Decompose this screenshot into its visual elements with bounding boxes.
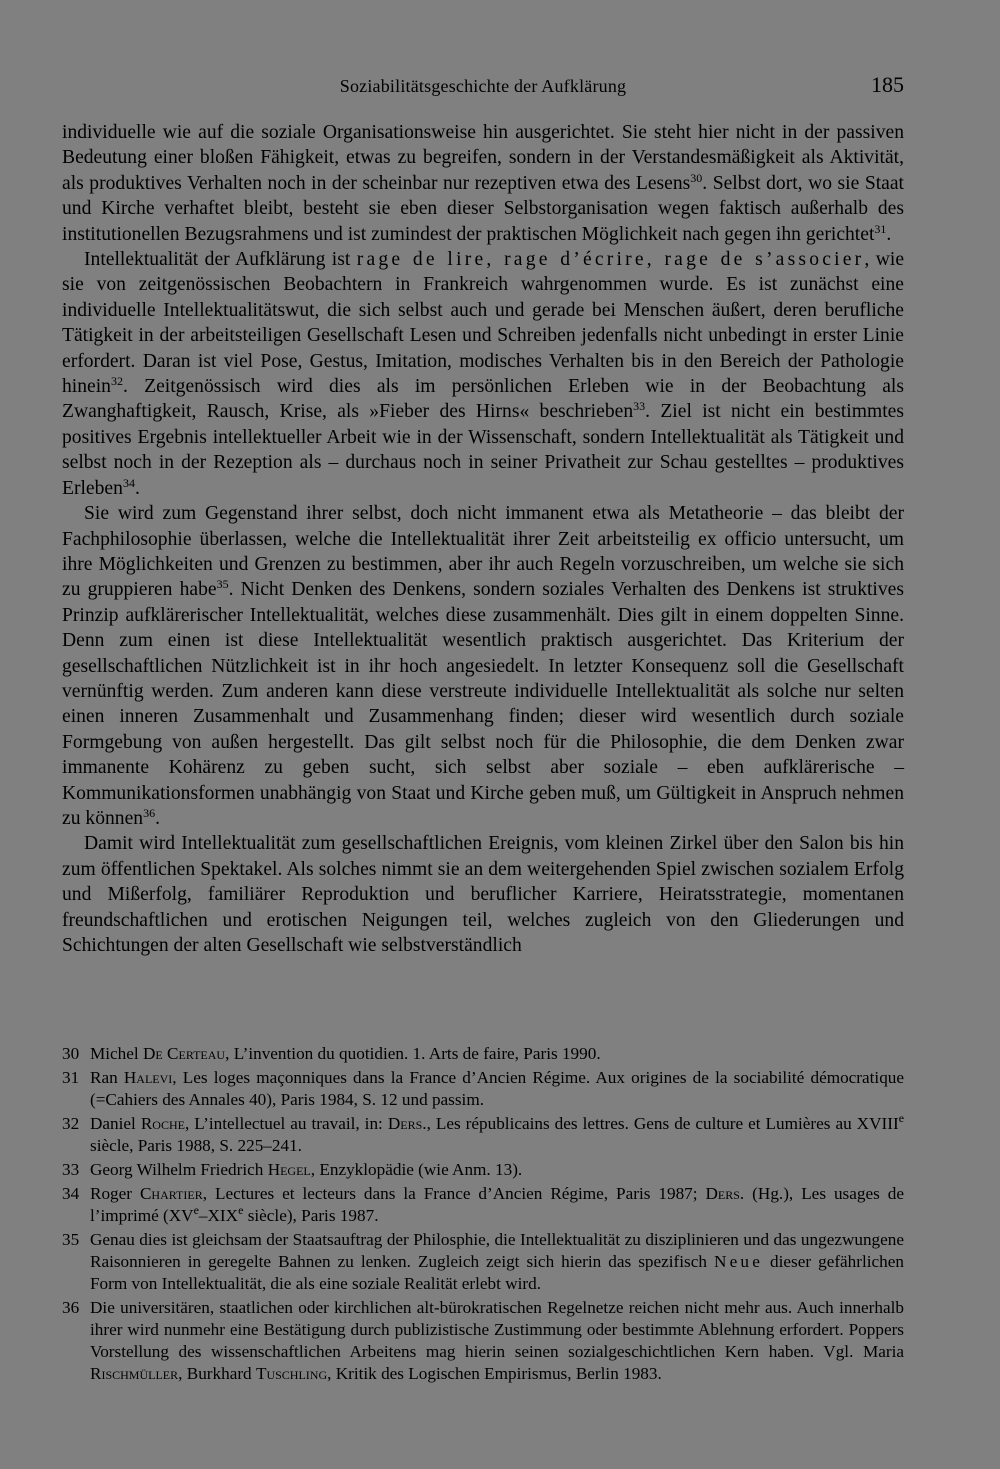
footnote-text — [90, 1230, 904, 1293]
footnote-text — [90, 1160, 522, 1179]
text-run: Damit wird Intellektualität zum gesellschaftlichen Ereignis, vom kleinen Zirkel über den Salon bis hin zum öffentlichen Spektakel. Als solches nimmt sie an dem weitergehenden Spiel zwischen sozialem Erfolg und Mißerfolg, familiärer Reproduktion und beruflicher Karriere, Heiratsstrategie, momentanen freundschaftlichen und erotischen Neigungen teil, welches zugleich von den Gliederungen und Schichtungen der alten Gesellschaft wie selbstverständlich — [62, 833, 904, 956]
footnote-ref: 30 — [690, 170, 703, 185]
text-run: , L’invention du quotidien. 1. Arts de faire, Paris 1990. — [225, 1044, 601, 1063]
footnote-text — [90, 1184, 904, 1225]
text-run: . — [134, 477, 140, 499]
text-run: . Ziel ist nicht ein bestimmtes positives Ergebnis intellektueller Arbeit wie in der Wissenschaft, sondern Intellektualität als Tätigkeit und selbst noch in der Rezeption als – durchaus noch in seiner Privatheit zur Schau gestelltes – produktives Erleben — [62, 401, 905, 499]
text-run: Genau dies ist gleichsam der Staatsauftrag der Philosphie, die Intellektualität zu disziplinieren und das ungezwungene Raisonnieren in geregelte Bahnen zu lenken. Zugleich zeigt sich hierin das spezifisch — [90, 1230, 904, 1271]
author-name: Rischmüller — [90, 1364, 179, 1383]
text-run: , wie sie von zeitgenössischen Beobachtern in Frankreich wahrgenommen wurde. Es ist zunächst eine individuelle Intellektualitätswut, die sich selbst auch und gerade bei Menschen äußert, deren berufliche Tätigkeit in der arbeitsteiligen Gesellschaft Lesen und Schreiben jedenfalls nicht unbedingt in erster Linie erfordert. Daran ist viel Pose, Gestus, Imitation, modisches Verhalten bis in den Bereich der Pathologie hinein — [62, 249, 905, 398]
footnote-ref: 35 — [216, 577, 229, 592]
text-run: dieser gefährlichen Form von Intellektualität, die als eine soziale Realität erlebt wird. — [90, 1252, 904, 1293]
footnote-ref: e — [193, 1203, 199, 1217]
footnote-ref: 33 — [633, 399, 646, 414]
author-name: Tuschling — [255, 1364, 328, 1383]
text-run: siècle, Paris 1988, S. 225–241. — [90, 1136, 302, 1155]
text-run: siècle), Paris 1987. — [243, 1206, 379, 1225]
footnote — [62, 1113, 904, 1157]
author-name: De Certeau — [142, 1044, 226, 1063]
text-run: , Kritik des Logischen Empirismus, Berlin 1983. — [327, 1364, 662, 1383]
footnote-text — [90, 1044, 601, 1063]
text-run: Sie wird zum Gegenstand ihrer selbst, doch nicht immanent etwa als Metatheorie – das bleibt der Fachphilosophie überlassen, welche die Intellektualität ihrer Zeit arbeitsteilig ex officio untersucht, um ihre Möglichkeiten und Grenzen zu bestimmen, aber ihr auch Regeln vorzuschreiben, um welche sie sich zu gruppieren habe — [62, 503, 904, 601]
text-run: , Burkhard — [178, 1364, 256, 1383]
text-run: , Les républicains des lettres. Gens de culture et Lumières au XVIII — [426, 1114, 899, 1133]
footnote-text — [90, 1068, 904, 1109]
footnote-ref: e — [238, 1203, 244, 1217]
text-run: . — [886, 223, 892, 245]
page-number: 185 — [871, 72, 904, 97]
author-name: Roche — [140, 1114, 185, 1133]
footnote-text — [90, 1298, 904, 1383]
paragraph — [62, 831, 904, 958]
text-run: individuelle wie auf die soziale Organisationsweise hin ausgerichtet. Sie steht hier nicht in der passiven Bedeutung einer bloßen Fähigkeit, etwas zu begreifen, sondern in der Verstandesmäßigkeit als Aktivität, als produktives Verhalten noch in der scheinbar nur rezeptiven etwa des Lesens — [62, 122, 904, 194]
text-run: , Enzyklopädie (wie Anm. 13). — [310, 1160, 523, 1179]
footnote-text — [90, 1111, 905, 1155]
text-run: , Les loges maçonniques dans la France d’Ancien Régime. Aux origines de la sociabilité démocratique (=Cahiers des Annales 40), Paris 1984, S. 12 und passim. — [90, 1068, 905, 1109]
text-run: Michel — [90, 1044, 143, 1063]
text-run: , Lectures et lecteurs dans la France d’Ancien Régime, Paris 1987; — [202, 1184, 706, 1203]
footnote-ref: 31 — [874, 221, 887, 236]
paragraph — [62, 120, 904, 247]
footnotes — [62, 1043, 904, 1387]
footnote-number: 30 — [62, 1044, 80, 1063]
text-run: Die universitären, staatlichen oder kirchlichen alt-bürokratischen Regelnetze reichen nicht mehr aus. Auch innerhalb ihrer wird nunmehr eine Bestätigung durch publizistische Zustimmung oder bestimmte Ablehnung erfordert. Poppers Vorstellung des wissenschaftlichen Arbeitens mag hierin seinen sozialgeschichtlichen Kern haben. Vgl. Maria — [90, 1298, 904, 1361]
footnote-ref: 32 — [110, 374, 123, 389]
text-run: Roger — [90, 1184, 140, 1203]
footnote — [62, 1229, 904, 1295]
footnote-ref: e — [898, 1111, 905, 1125]
author-name: Hegel — [267, 1160, 311, 1179]
author-name: Ders. — [387, 1114, 427, 1133]
footnote — [62, 1043, 904, 1065]
text-run: –XIX — [198, 1206, 239, 1225]
footnote-ref: 36 — [143, 805, 156, 820]
footnote — [62, 1067, 904, 1111]
footnote-number: 34 — [62, 1184, 80, 1203]
text-run: . Selbst dort, wo sie Staat und Kirche verhaftet bleibt, besteht sie eben dieser Selbstorganisation wegen faktisch außerhalb des institutionellen Bezugsrahmens und ist zumindest der praktischen Möglichkeit nach gegen ihn gerichtet — [62, 172, 904, 245]
footnote-number: 36 — [62, 1298, 80, 1317]
footnote — [62, 1297, 904, 1385]
paragraph — [62, 501, 904, 831]
text-run: . — [155, 807, 160, 829]
footnote-number: 32 — [62, 1114, 80, 1133]
text-run: . Zeitgenössisch wird dies als im persönlichen Erleben wie in der Beobachtung als Zwanghaftigkeit, Rausch, Krise, als »Fieber des Hirns« beschrieben — [62, 376, 904, 423]
running-title: Soziabilitätsgeschichte der Aufklärung — [339, 76, 627, 96]
author-name: Ders. — [705, 1184, 745, 1203]
spaced-emphasis: Neue — [713, 1252, 764, 1271]
footnote — [62, 1159, 904, 1181]
author-name: Halevi — [123, 1068, 173, 1087]
body-text — [62, 120, 904, 958]
footnote — [62, 1183, 904, 1227]
text-run: , L’intellectuel au travail, in: — [184, 1114, 388, 1133]
text-run: Ran — [90, 1068, 124, 1087]
paragraph — [62, 247, 904, 501]
text-run: (Hg.), Les usages de l’imprimé (XV — [90, 1184, 904, 1225]
footnote-number: 35 — [62, 1230, 80, 1249]
running-head — [62, 72, 904, 100]
footnote-number: 31 — [62, 1068, 80, 1087]
text-run: Daniel — [90, 1114, 141, 1133]
author-name: Chartier — [139, 1184, 203, 1203]
text-run: Georg Wilhelm Friedrich — [90, 1160, 268, 1179]
footnote-ref: 34 — [122, 475, 135, 490]
text-run: . Nicht Denken des Denkens, sondern soziales Verhalten des Denkens ist struktives Prinzip aufklärerischer Intellektualität, welches diese zusammenhält. Dies gilt in einem doppelten Sinne. Denn zum einen ist diese Intellektualität wesentlich praktisch ausgerichtet. Das Kriterium der gesellschaftlichen Nützlichkeit ist in ihr hoch angesiedelt. In letzter Konsequenz soll die Gesellschaft vernünftig werden. Zum anderen kann diese verstreute individuelle Intellektualität als solche nur selten einen inneren Zusammenhalt und Zusammenhang finden; dieser wird wesentlich durch soziale Formgebung von außen hergestellt. Das gilt selbst noch für die Philosophie, die dem Denken zwar immanente Kohärenz zu geben sucht, sich selbst aber soziale – eben aufklärerische – Kommunikationsformen unabhängig von Staat und Kirche geben muß, um Gültigkeit in Anspruch nehmen zu können — [62, 579, 904, 829]
text-run: Intellektualität der Aufklärung ist — [84, 249, 357, 271]
spaced-emphasis: rage de lire, rage d’écrire, rage de s’associer — [356, 249, 865, 271]
footnote-number: 33 — [62, 1160, 80, 1179]
